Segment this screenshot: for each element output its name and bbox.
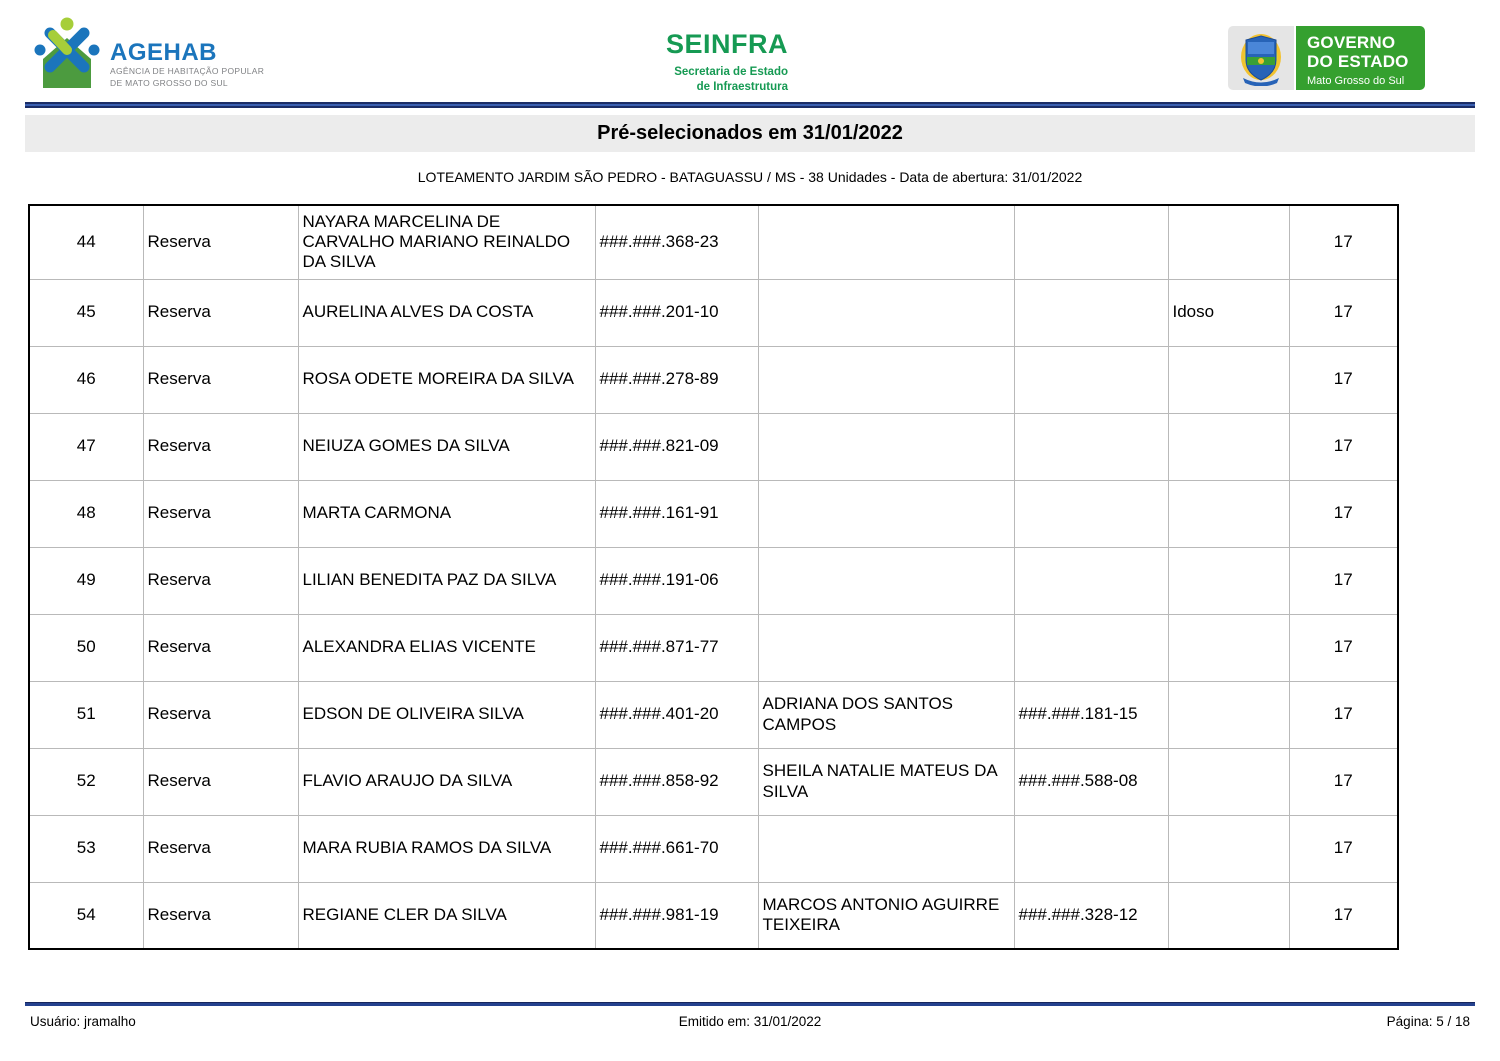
cell-name: ROSA ODETE MOREIRA DA SILVA bbox=[298, 346, 595, 413]
cell-cpf: ###.###.278-89 bbox=[595, 346, 758, 413]
cell-flag bbox=[1168, 882, 1289, 949]
cell-order: 46 bbox=[29, 346, 143, 413]
cell-spouse-name: SHEILA NATALIE MATEUS DA SILVA bbox=[758, 748, 1014, 815]
cell-spouse-cpf bbox=[1014, 614, 1168, 681]
preselected-table bbox=[28, 204, 1399, 950]
cell-flag bbox=[1168, 815, 1289, 882]
page-title: Pré-selecionados em 31/01/2022 bbox=[597, 122, 903, 144]
preselected-table-body bbox=[29, 205, 1398, 949]
agehab-house-people-icon bbox=[33, 14, 101, 90]
cell-flag bbox=[1168, 614, 1289, 681]
table-row bbox=[29, 681, 1398, 748]
cell-flag bbox=[1168, 748, 1289, 815]
table-row bbox=[29, 815, 1398, 882]
cell-situation: Reserva bbox=[143, 205, 298, 279]
cell-situation: Reserva bbox=[143, 614, 298, 681]
cell-score: 17 bbox=[1289, 815, 1398, 882]
cell-spouse-cpf bbox=[1014, 547, 1168, 614]
cell-order: 49 bbox=[29, 547, 143, 614]
cell-order: 54 bbox=[29, 882, 143, 949]
table-row bbox=[29, 279, 1398, 346]
table-row bbox=[29, 614, 1398, 681]
cell-order: 50 bbox=[29, 614, 143, 681]
cell-name: MARA RUBIA RAMOS DA SILVA bbox=[298, 815, 595, 882]
cell-name: REGIANE CLER DA SILVA bbox=[298, 882, 595, 949]
cell-flag bbox=[1168, 205, 1289, 279]
cell-spouse-name bbox=[758, 205, 1014, 279]
seinfra-subtitle bbox=[650, 65, 788, 95]
governo-line3: Mato Grosso do Sul bbox=[1307, 75, 1405, 88]
cell-name: NAYARA MARCELINA DE CARVALHO MARIANO REINALDO DA SILVA bbox=[298, 205, 595, 279]
footer-rule bbox=[25, 1002, 1475, 1006]
cell-spouse-cpf: ###.###.588-08 bbox=[1014, 748, 1168, 815]
cell-name: EDSON DE OLIVEIRA SILVA bbox=[298, 681, 595, 748]
cell-name: ALEXANDRA ELIAS VICENTE bbox=[298, 614, 595, 681]
agehab-name: AGEHAB bbox=[110, 38, 218, 66]
cell-score: 17 bbox=[1289, 614, 1398, 681]
cell-situation: Reserva bbox=[143, 480, 298, 547]
cell-situation: Reserva bbox=[143, 413, 298, 480]
cell-score: 17 bbox=[1289, 547, 1398, 614]
report-subtitle: LOTEAMENTO JARDIM SÃO PEDRO - BATAGUASSU / MS - 38 Unidades - Data de abertura: 31/01/2022 bbox=[417, 169, 1083, 185]
governo-line1: GOVERNO bbox=[1307, 33, 1396, 52]
cell-cpf: ###.###.871-77 bbox=[595, 614, 758, 681]
footer bbox=[0, 1014, 1500, 1034]
seinfra-subtitle-line1: Secretaria de Estado bbox=[674, 66, 788, 78]
cell-spouse-name bbox=[758, 614, 1014, 681]
cell-cpf: ###.###.981-19 bbox=[595, 882, 758, 949]
agehab-tagline-line2: DE MATO GROSSO DO SUL bbox=[110, 77, 228, 88]
seinfra-name: SEINFRA bbox=[665, 29, 788, 59]
table-row bbox=[29, 413, 1398, 480]
cell-cpf: ###.###.661-70 bbox=[595, 815, 758, 882]
cell-spouse-cpf bbox=[1014, 279, 1168, 346]
cell-name: AURELINA ALVES DA COSTA bbox=[298, 279, 595, 346]
agehab-tagline-line1: AGÊNCIA DE HABITAÇÃO POPULAR bbox=[110, 65, 265, 76]
cell-order: 45 bbox=[29, 279, 143, 346]
title-band bbox=[25, 115, 1475, 152]
table-row bbox=[29, 547, 1398, 614]
cell-cpf: ###.###.821-09 bbox=[595, 413, 758, 480]
cell-situation: Reserva bbox=[143, 882, 298, 949]
agehab-logo-text bbox=[110, 38, 265, 90]
cell-spouse-name: ADRIANA DOS SANTOS CAMPOS bbox=[758, 681, 1014, 748]
cell-spouse-cpf bbox=[1014, 480, 1168, 547]
cell-order: 44 bbox=[29, 205, 143, 279]
footer-user: Usuário: jramalho bbox=[30, 1014, 136, 1029]
cell-spouse-name bbox=[758, 413, 1014, 480]
agehab-logo bbox=[33, 14, 264, 90]
table-row bbox=[29, 748, 1398, 815]
cell-situation: Reserva bbox=[143, 547, 298, 614]
cell-score: 17 bbox=[1289, 346, 1398, 413]
cell-spouse-cpf: ###.###.181-15 bbox=[1014, 681, 1168, 748]
cell-spouse-name bbox=[758, 480, 1014, 547]
cell-spouse-name bbox=[758, 547, 1014, 614]
footer-page-number: Página: 5 / 18 bbox=[1386, 1014, 1470, 1029]
cell-name: NEIUZA GOMES DA SILVA bbox=[298, 413, 595, 480]
cell-spouse-cpf bbox=[1014, 346, 1168, 413]
cell-cpf: ###.###.161-91 bbox=[595, 480, 758, 547]
cell-name: MARTA CARMONA bbox=[298, 480, 595, 547]
cell-spouse-cpf bbox=[1014, 413, 1168, 480]
cell-name: FLAVIO ARAUJO DA SILVA bbox=[298, 748, 595, 815]
cell-situation: Reserva bbox=[143, 681, 298, 748]
table-row bbox=[29, 480, 1398, 547]
cell-cpf: ###.###.191-06 bbox=[595, 547, 758, 614]
cell-spouse-name bbox=[758, 815, 1014, 882]
cell-cpf: ###.###.858-92 bbox=[595, 748, 758, 815]
cell-order: 48 bbox=[29, 480, 143, 547]
cell-flag: Idoso bbox=[1168, 279, 1289, 346]
cell-score: 17 bbox=[1289, 205, 1398, 279]
cell-flag bbox=[1168, 346, 1289, 413]
cell-score: 17 bbox=[1289, 748, 1398, 815]
table-row bbox=[29, 346, 1398, 413]
cell-flag bbox=[1168, 480, 1289, 547]
cell-score: 17 bbox=[1289, 480, 1398, 547]
table-row bbox=[29, 882, 1398, 949]
cell-spouse-cpf bbox=[1014, 815, 1168, 882]
cell-spouse-name: MARCOS ANTONIO AGUIRRE TEIXEIRA bbox=[758, 882, 1014, 949]
footer-emitted: Emitido em: 31/01/2022 bbox=[678, 1014, 822, 1029]
cell-name: LILIAN BENEDITA PAZ DA SILVA bbox=[298, 547, 595, 614]
governo-logo bbox=[1228, 26, 1425, 90]
cell-score: 17 bbox=[1289, 413, 1398, 480]
cell-score: 17 bbox=[1289, 279, 1398, 346]
seinfra-subtitle-line2: de Infraestrutura bbox=[696, 80, 788, 93]
governo-text-box bbox=[1296, 26, 1425, 90]
state-coat-of-arms-icon bbox=[1239, 30, 1283, 86]
cell-order: 53 bbox=[29, 815, 143, 882]
governo-crest-box bbox=[1228, 26, 1294, 90]
cell-spouse-name bbox=[758, 346, 1014, 413]
cell-score: 17 bbox=[1289, 681, 1398, 748]
cell-order: 47 bbox=[29, 413, 143, 480]
cell-flag bbox=[1168, 413, 1289, 480]
governo-line2: DO ESTADO bbox=[1307, 51, 1409, 71]
cell-spouse-name bbox=[758, 279, 1014, 346]
cell-order: 51 bbox=[29, 681, 143, 748]
cell-spouse-cpf bbox=[1014, 205, 1168, 279]
cell-flag bbox=[1168, 547, 1289, 614]
cell-situation: Reserva bbox=[143, 815, 298, 882]
cell-flag bbox=[1168, 681, 1289, 748]
cell-order: 52 bbox=[29, 748, 143, 815]
cell-cpf: ###.###.401-20 bbox=[595, 681, 758, 748]
table-row bbox=[29, 205, 1398, 279]
cell-cpf: ###.###.201-10 bbox=[595, 279, 758, 346]
seinfra-logo bbox=[650, 31, 788, 95]
cell-situation: Reserva bbox=[143, 346, 298, 413]
cell-spouse-cpf: ###.###.328-12 bbox=[1014, 882, 1168, 949]
cell-cpf: ###.###.368-23 bbox=[595, 205, 758, 279]
cell-situation: Reserva bbox=[143, 748, 298, 815]
cell-score: 17 bbox=[1289, 882, 1398, 949]
header-rule bbox=[25, 102, 1475, 108]
cell-situation: Reserva bbox=[143, 279, 298, 346]
